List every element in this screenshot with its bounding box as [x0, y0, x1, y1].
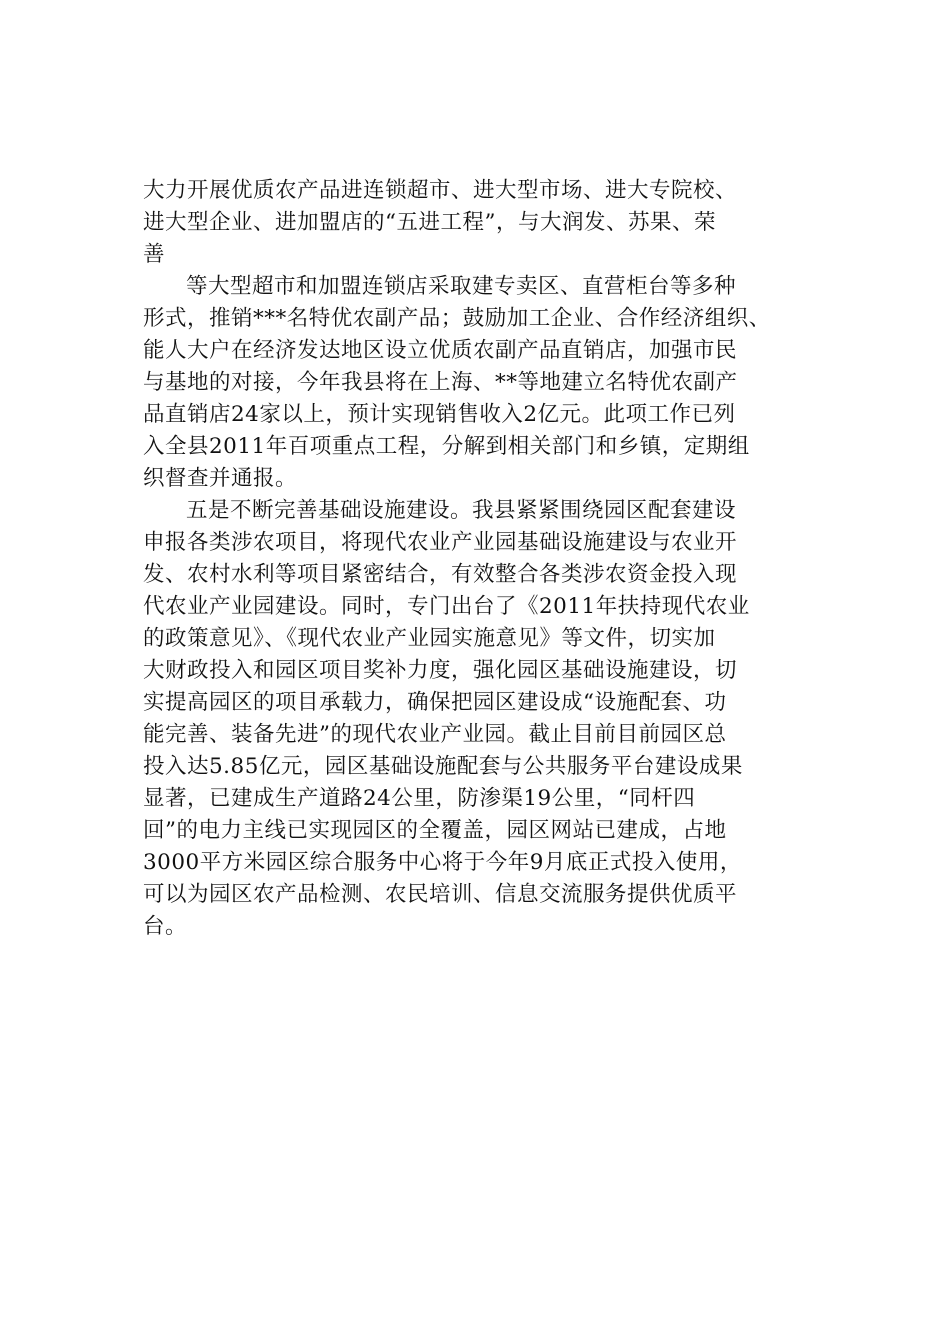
paragraph-line: 品直销店24家以上，预计实现销售收入2亿元。此项工作已列 — [143, 402, 736, 427]
paragraph-3 — [143, 495, 833, 943]
paragraph-line: 等大型超市和加盟连锁店采取建专卖区、直营柜台等多种 — [186, 274, 737, 299]
paragraph-line: 台。 — [143, 914, 188, 939]
paragraph-line: 回”的电力主线已实现园区的全覆盖，园区网站已建成，占地 — [143, 818, 727, 843]
paragraph-line: 显著，已建成生产道路24公里，防渗渠19公里，“同杆四 — [143, 786, 696, 811]
paragraph-line: 形式，推销***名特优农副产品；鼓励加工企业、合作经济组织、 — [143, 306, 771, 331]
paragraph-line: 五是不断完善基础设施建设。我县紧紧围绕园区配套建设 — [186, 498, 737, 523]
paragraph-line: 代农业产业园建设。同时，专门出台了《2011年扶持现代农业 — [143, 594, 750, 619]
paragraph-2 — [143, 271, 833, 495]
paragraph-line: 实提高园区的项目承载力，确保把园区建设成“设施配套、功 — [143, 690, 727, 715]
paragraph-line: 织督查并通报。 — [143, 466, 298, 491]
document-body — [143, 175, 833, 943]
paragraph-line: 能人大户在经济发达地区设立优质农副产品直销店，加强市民 — [143, 338, 738, 363]
paragraph-1 — [143, 175, 833, 271]
paragraph-line: 的政策意见》、《现代农业产业园实施意见》等文件，切实加 — [143, 626, 716, 651]
paragraph-line: 能完善、装备先进”的现代农业产业园。截止目前目前园区总 — [143, 722, 727, 747]
paragraph-line: 善 — [143, 242, 166, 267]
paragraph-line: 发、农村水利等项目紧密结合，有效整合各类涉农资金投入现 — [143, 562, 738, 587]
paragraph-line: 入全县2011年百项重点工程，分解到相关部门和乡镇，定期组 — [143, 434, 750, 459]
paragraph-line: 进大型企业、进加盟店的“五进工程”，与大润发、苏果、荣 — [143, 210, 716, 235]
paragraph-line: 可以为园区农产品检测、农民培训、信息交流服务提供优质平 — [143, 882, 738, 907]
paragraph-line: 3000平方米园区综合服务中心将于今年9月底正式投入使用， — [143, 850, 742, 875]
paragraph-line: 大财政投入和园区项目奖补力度，强化园区基础设施建设，切 — [143, 658, 738, 683]
paragraph-line: 投入达5.85亿元，园区基础设施配套与公共服务平台建设成果 — [143, 754, 743, 779]
paragraph-line: 大力开展优质农产品进连锁超市、进大型市场、进大专院校、 — [143, 178, 738, 203]
paragraph-line: 与基地的对接，今年我县将在上海、**等地建立名特优农副产 — [143, 370, 738, 395]
paragraph-line: 申报各类涉农项目，将现代农业产业园基础设施建设与农业开 — [143, 530, 738, 555]
